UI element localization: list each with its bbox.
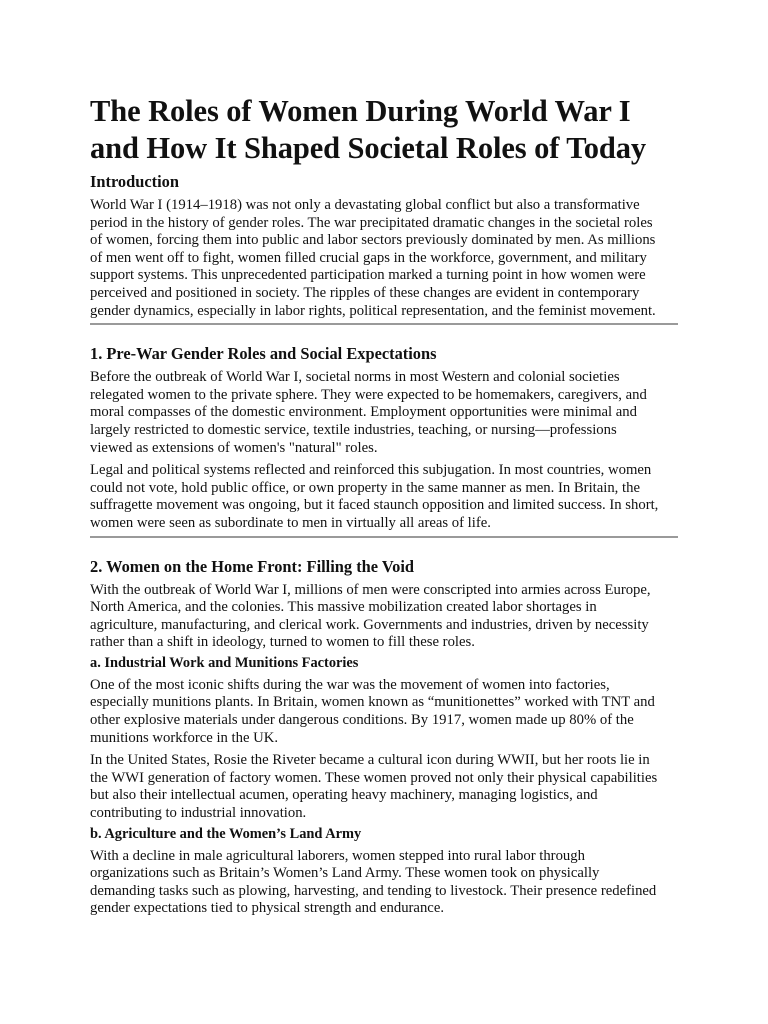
text-line: demanding tasks such as plowing, harvesting, and tending to livestock. Their presence redefined — [90, 882, 657, 899]
section-heading: 1. Pre-War Gender Roles and Social Expectations — [90, 344, 437, 364]
text-line: the WWI generation of factory women. These women proved not only their physical capabilities — [90, 769, 658, 786]
text-line: suffragette movement was ongoing, but it faced staunch opposition and limited success. In short, — [90, 497, 659, 514]
text-line: support systems. This unprecedented participation marked a turning point in how women were — [90, 267, 646, 284]
text-line: With the outbreak of World War I, millions of men were conscripted into armies across Europe, — [90, 581, 651, 598]
text-line: other explosive materials under dangerous conditions. By 1917, women made up 80% of the — [90, 712, 634, 729]
text-line: organizations such as Britain’s Women’s Land Army. These women took on physically — [90, 865, 600, 882]
text-line: With a decline in male agricultural laborers, women stepped into rural labor through — [90, 847, 585, 864]
text-line: period in the history of gender roles. The war precipitated dramatic changes in the societal roles — [90, 214, 653, 231]
subsection-paragraph — [90, 848, 678, 918]
text-line: largely restricted to domestic service, textile industries, teaching, or nursing—professions — [90, 421, 617, 438]
text-line: gender dynamics, especially in labor rights, political representation, and the feminist movement. — [90, 302, 656, 319]
text-line: gender expectations tied to physical strength and endurance. — [90, 900, 445, 917]
text-line: moral compasses of the domestic environment. Employment opportunities were minimal and — [90, 404, 637, 421]
introduction-heading: Introduction — [90, 172, 179, 191]
text-line: munitions workforce in the UK. — [90, 729, 279, 746]
document-page — [90, 93, 678, 918]
section-divider — [90, 536, 678, 538]
text-line: viewed as extensions of women's "natural" roles. — [90, 439, 378, 456]
text-line: One of the most iconic shifts during the war was the movement of women into factories, — [90, 676, 610, 693]
text-line: contributing to industrial innovation. — [90, 805, 307, 822]
text-line: of men went off to fight, women filled crucial gaps in the workforce, government, and military — [90, 249, 647, 266]
title-line: and How It Shaped Societal Roles of Today — [90, 131, 647, 165]
introduction-paragraph — [90, 197, 678, 320]
section-divider — [90, 323, 678, 325]
subsection-paragraph — [90, 677, 678, 747]
text-line: relegated women to the private sphere. They were expected to be homemakers, caregivers, and — [90, 386, 647, 403]
text-line: In the United States, Rosie the Riveter became a cultural icon during WWII, but her roots lie in — [90, 752, 650, 769]
section-paragraph — [90, 582, 678, 652]
text-line: agriculture, manufacturing, and clerical work. Governments and industries, driven by necessity — [90, 616, 649, 633]
section-heading: 2. Women on the Home Front: Filling the Void — [90, 556, 415, 576]
text-line: rather than a shift in ideology, turned to women to fill these roles. — [90, 634, 475, 651]
text-line: perceived and positioned in society. The ripples of these changes are evident in contemporary — [90, 284, 640, 301]
text-line: World War I (1914–1918) was not only a devastating global conflict but also a transformative — [90, 197, 640, 213]
subsection-paragraph — [90, 752, 678, 822]
text-line: especially munitions plants. In Britain, women known as “munitionettes” worked with TNT and — [90, 694, 655, 711]
text-line: of women, forcing them into public and labor sectors previously dominated by men. As millions — [90, 232, 656, 249]
document-title — [90, 93, 678, 167]
subsection-heading: b. Agriculture and the Women’s Land Army — [90, 825, 362, 842]
text-line: Legal and political systems reflected and reinforced this subjugation. In most countries, women — [90, 462, 652, 479]
title-line: The Roles of Women During World War I — [90, 94, 631, 128]
section-paragraph — [90, 369, 678, 457]
text-line: Before the outbreak of World War I, societal norms in most Western and colonial societies — [90, 369, 620, 386]
text-line: North America, and the colonies. This massive mobilization created labor shortages in — [90, 599, 597, 616]
section-paragraph — [90, 462, 678, 532]
text-line: but also their intellectual acumen, operating heavy machinery, managing logistics, and — [90, 787, 598, 804]
subsection-heading: a. Industrial Work and Munitions Factories — [90, 654, 359, 671]
text-line: women were seen as subordinate to men in virtually all areas of life. — [90, 514, 491, 531]
text-line: could not vote, hold public office, or own property in the same manner as men. In Britain, the — [90, 479, 640, 496]
